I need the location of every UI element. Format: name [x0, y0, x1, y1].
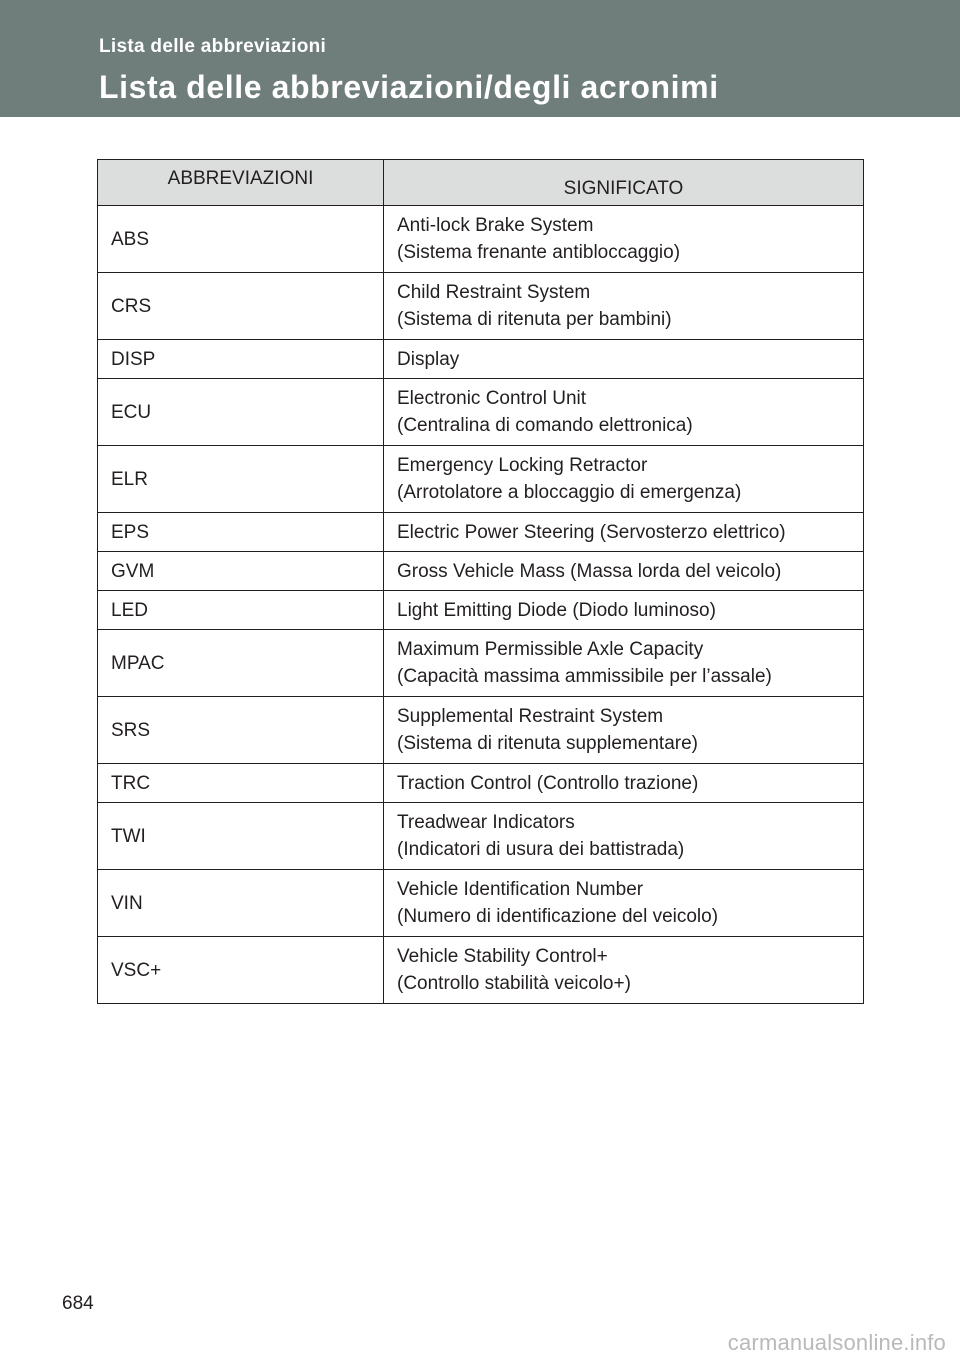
- table-row: [98, 446, 864, 513]
- page-number: 684: [62, 1293, 94, 1314]
- abbreviation-cell: GVM: [98, 552, 384, 591]
- meaning-line: (Sistema di ritenuta per bambini): [397, 309, 672, 330]
- abbreviations-table: [97, 159, 864, 1004]
- column-header-abbreviations: ABBREVIAZIONI: [98, 160, 384, 206]
- table-row: [98, 552, 864, 591]
- meaning-line: Supplemental Restraint System: [397, 706, 664, 727]
- table-body: [98, 206, 864, 1004]
- meaning-cell: [384, 937, 864, 1004]
- table-row: [98, 764, 864, 803]
- table-row: [98, 870, 864, 937]
- table-header-row: [98, 160, 864, 206]
- meaning-line: Display: [397, 348, 460, 370]
- meaning-cell: [384, 697, 864, 764]
- table-row: [98, 513, 864, 552]
- meaning-cell: [384, 513, 864, 552]
- meaning-line: (Sistema frenante antibloccaggio): [397, 242, 681, 263]
- meaning-line: Emergency Locking Retractor: [397, 455, 648, 476]
- meaning-line: (Arrotolatore a bloccaggio di emergenza): [397, 482, 742, 503]
- meaning-line: Anti-lock Brake System: [397, 215, 594, 236]
- meaning-cell: [384, 379, 864, 446]
- table-row: [98, 937, 864, 1004]
- meaning-line: Child Restraint System: [397, 282, 591, 303]
- meaning-line: Treadwear Indicators: [397, 812, 575, 833]
- meaning-cell: [384, 803, 864, 870]
- abbreviation-cell: LED: [98, 591, 384, 630]
- meaning-line: (Numero di identificazione del veicolo): [397, 906, 719, 927]
- table-row: [98, 206, 864, 273]
- meaning-line: Light Emitting Diode (Diodo luminoso): [397, 599, 716, 621]
- meaning-cell: [384, 446, 864, 513]
- meaning-cell: [384, 340, 864, 379]
- meaning-line: Vehicle Identification Number: [397, 879, 644, 900]
- meaning-line: Gross Vehicle Mass (Massa lorda del veicolo): [397, 560, 782, 582]
- abbreviation-cell: ECU: [98, 379, 384, 446]
- meaning-line: (Sistema di ritenuta supplementare): [397, 733, 698, 754]
- meaning-cell: [384, 870, 864, 937]
- meaning-line: (Capacità massima ammissibile per l’assale): [397, 666, 772, 687]
- table-row: [98, 697, 864, 764]
- abbreviation-cell: TWI: [98, 803, 384, 870]
- meaning-line: Electronic Control Unit: [397, 388, 587, 409]
- section-label: Lista delle abbreviazioni: [99, 36, 327, 57]
- header-band: [0, 0, 960, 117]
- table-row: [98, 591, 864, 630]
- abbreviation-cell: DISP: [98, 340, 384, 379]
- table-row: [98, 630, 864, 697]
- watermark: carmanualsonline.info: [727, 1330, 946, 1355]
- abbreviation-cell: EPS: [98, 513, 384, 552]
- abbreviation-cell: MPAC: [98, 630, 384, 697]
- abbreviation-cell: VIN: [98, 870, 384, 937]
- meaning-cell: [384, 552, 864, 591]
- meaning-cell: [384, 591, 864, 630]
- meaning-cell: [384, 273, 864, 340]
- meaning-line: (Controllo stabilità veicolo+): [397, 973, 631, 994]
- table-row: [98, 803, 864, 870]
- meaning-cell: [384, 764, 864, 803]
- table-row: [98, 273, 864, 340]
- abbreviation-cell: VSC+: [98, 937, 384, 1004]
- abbreviation-cell: TRC: [98, 764, 384, 803]
- abbreviation-cell: SRS: [98, 697, 384, 764]
- page-title: Lista delle abbreviazioni/degli acronimi: [99, 69, 719, 105]
- meaning-line: Traction Control (Controllo trazione): [397, 772, 699, 794]
- column-header-meaning: SIGNIFICATO: [384, 160, 864, 206]
- meaning-cell: [384, 206, 864, 273]
- abbreviation-cell: ELR: [98, 446, 384, 513]
- meaning-cell: [384, 630, 864, 697]
- meaning-line: (Centralina di comando elettronica): [397, 415, 693, 436]
- abbreviation-cell: CRS: [98, 273, 384, 340]
- meaning-line: (Indicatori di usura dei battistrada): [397, 839, 685, 860]
- meaning-line: Electric Power Steering (Servosterzo elettrico): [397, 521, 786, 543]
- meaning-line: Vehicle Stability Control+: [397, 946, 608, 967]
- meaning-line: Maximum Permissible Axle Capacity: [397, 639, 704, 660]
- abbreviation-cell: ABS: [98, 206, 384, 273]
- table-row: [98, 340, 864, 379]
- table-row: [98, 379, 864, 446]
